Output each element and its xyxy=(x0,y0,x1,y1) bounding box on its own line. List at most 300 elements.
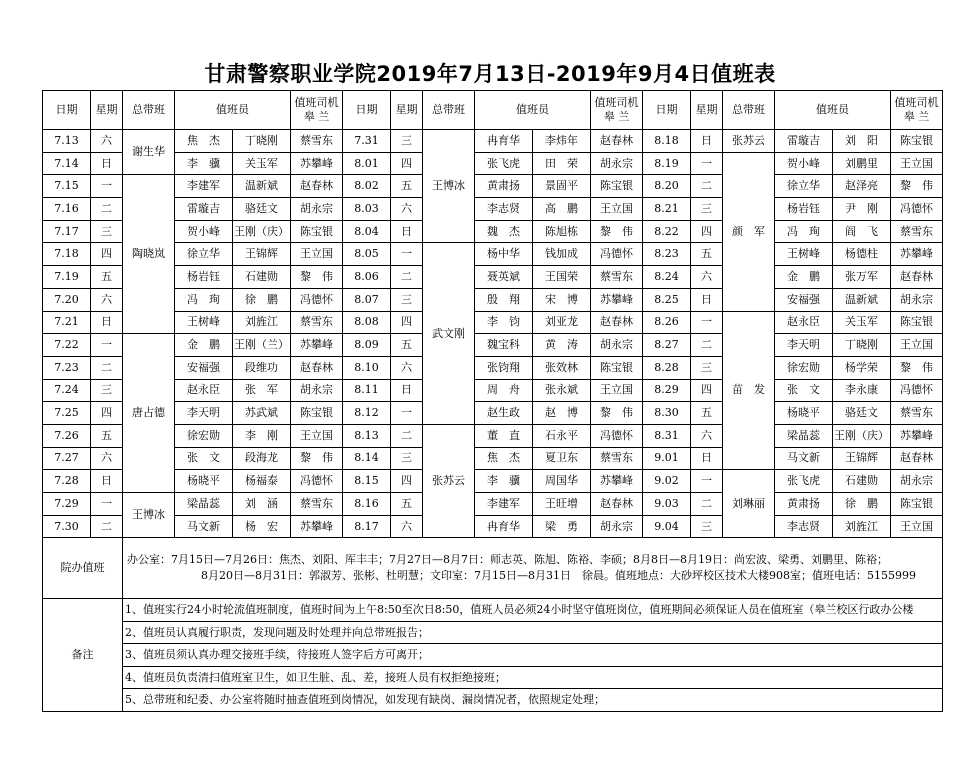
weekday-cell: 一 xyxy=(391,402,423,425)
driver-cell: 陈宝银 xyxy=(291,220,343,243)
weekday-cell: 一 xyxy=(91,493,123,516)
duty-staff-cell: 王树峰 xyxy=(175,311,233,334)
table-row xyxy=(43,424,943,447)
date-cell: 7.27 xyxy=(43,447,91,470)
date-cell: 7.25 xyxy=(43,402,91,425)
duty-staff-cell: 焦 杰 xyxy=(175,130,233,153)
driver-cell: 黎 伟 xyxy=(891,356,943,379)
column-header: 总带班 xyxy=(123,91,175,130)
date-cell: 7.31 xyxy=(343,130,391,153)
weekday-cell: 五 xyxy=(691,243,723,266)
duty-staff-cell: 马文新 xyxy=(175,515,233,538)
duty-staff-cell: 杨晓平 xyxy=(175,470,233,493)
date-cell: 8.28 xyxy=(643,356,691,379)
duty-staff-cell: 徐立华 xyxy=(175,243,233,266)
weekday-cell: 二 xyxy=(91,515,123,538)
driver-cell: 王立国 xyxy=(291,424,343,447)
duty-staff-cell: 李 钧 xyxy=(475,311,533,334)
column-header: 日期 xyxy=(343,91,391,130)
duty-staff-cell: 夏卫东 xyxy=(533,447,591,470)
duty-staff-cell: 高 鹏 xyxy=(533,198,591,221)
duty-staff-cell: 尹 刚 xyxy=(833,198,891,221)
table-row xyxy=(43,266,943,289)
date-cell: 8.02 xyxy=(343,175,391,198)
duty-staff-cell: 张飞虎 xyxy=(775,470,833,493)
duty-staff-cell: 杨岩钰 xyxy=(775,198,833,221)
driver-cell: 胡永宗 xyxy=(591,515,643,538)
weekday-cell: 六 xyxy=(91,447,123,470)
weekday-cell: 四 xyxy=(91,402,123,425)
weekday-cell: 四 xyxy=(391,311,423,334)
date-cell: 7.23 xyxy=(43,356,91,379)
column-header: 值班员 xyxy=(475,91,591,130)
date-cell: 8.10 xyxy=(343,356,391,379)
duty-staff-cell: 徐宏勋 xyxy=(175,424,233,447)
leader-cell: 刘琳丽 xyxy=(723,470,775,538)
column-header: 星期 xyxy=(91,91,123,130)
date-cell: 8.18 xyxy=(643,130,691,153)
driver-cell: 陈宝银 xyxy=(891,130,943,153)
date-cell: 7.19 xyxy=(43,266,91,289)
driver-cell: 王立国 xyxy=(291,243,343,266)
weekday-cell: 一 xyxy=(91,334,123,357)
duty-staff-cell: 王刚（庆） xyxy=(233,220,291,243)
duty-staff-cell: 安福强 xyxy=(175,356,233,379)
duty-staff-cell: 冯 珣 xyxy=(175,288,233,311)
weekday-cell: 二 xyxy=(691,493,723,516)
driver-cell: 赵春林 xyxy=(891,266,943,289)
duty-staff-cell: 杨学荣 xyxy=(833,356,891,379)
date-cell: 8.12 xyxy=(343,402,391,425)
leader-cell: 武文刚 xyxy=(423,243,475,425)
weekday-cell: 四 xyxy=(391,470,423,493)
driver-cell: 冯德怀 xyxy=(291,288,343,311)
duty-staff-cell: 李天明 xyxy=(775,334,833,357)
driver-cell: 陈宝银 xyxy=(591,356,643,379)
column-header: 日期 xyxy=(643,91,691,130)
driver-cell: 王立国 xyxy=(891,515,943,538)
duty-staff-cell: 丁晓刚 xyxy=(233,130,291,153)
weekday-cell: 二 xyxy=(691,334,723,357)
date-cell: 8.31 xyxy=(643,424,691,447)
duty-staff-cell: 金 鹏 xyxy=(775,266,833,289)
driver-cell: 赵春林 xyxy=(591,311,643,334)
date-cell: 8.14 xyxy=(343,447,391,470)
duty-staff-cell: 雷璇吉 xyxy=(775,130,833,153)
duty-staff-cell: 聂英斌 xyxy=(475,266,533,289)
date-cell: 8.03 xyxy=(343,198,391,221)
date-cell: 7.18 xyxy=(43,243,91,266)
note-row xyxy=(43,599,943,622)
duty-staff-cell: 李志贤 xyxy=(475,198,533,221)
office-duty-label: 院办值班 xyxy=(43,538,123,599)
table-row xyxy=(43,379,943,402)
leader-cell: 王博冰 xyxy=(423,130,475,243)
duty-staff-cell: 刘亚龙 xyxy=(533,311,591,334)
weekday-cell: 六 xyxy=(391,198,423,221)
date-cell: 7.14 xyxy=(43,152,91,175)
driver-cell: 黎 伟 xyxy=(591,220,643,243)
duty-staff-cell: 温新斌 xyxy=(233,175,291,198)
date-cell: 7.20 xyxy=(43,288,91,311)
duty-staff-cell: 王刚（庆） xyxy=(833,424,891,447)
date-cell: 8.27 xyxy=(643,334,691,357)
driver-cell: 苏攀峰 xyxy=(891,243,943,266)
duty-staff-cell: 张 军 xyxy=(233,379,291,402)
weekday-cell: 日 xyxy=(391,220,423,243)
driver-cell: 蔡雪东 xyxy=(291,311,343,334)
note-text: 4、值班员负责清扫值班室卫生，如卫生脏、乱、差，接班人员有权拒绝接班； xyxy=(123,666,943,689)
column-header: 值班司机 皋 兰 xyxy=(891,91,943,130)
table-row xyxy=(43,356,943,379)
weekday-cell: 日 xyxy=(691,288,723,311)
weekday-cell: 一 xyxy=(691,470,723,493)
driver-cell: 胡永宗 xyxy=(291,379,343,402)
date-cell: 8.29 xyxy=(643,379,691,402)
date-cell: 8.13 xyxy=(343,424,391,447)
date-cell: 8.05 xyxy=(343,243,391,266)
leader-cell: 苗 发 xyxy=(723,311,775,470)
driver-cell: 胡永宗 xyxy=(591,152,643,175)
duty-staff-cell: 丁晓刚 xyxy=(833,334,891,357)
duty-staff-cell: 梁晶蕊 xyxy=(775,424,833,447)
date-cell: 7.16 xyxy=(43,198,91,221)
office-duty-text xyxy=(123,538,943,599)
table-row xyxy=(43,311,943,334)
duty-staff-cell: 张钧翔 xyxy=(475,356,533,379)
duty-staff-cell: 王树峰 xyxy=(775,243,833,266)
driver-cell: 冯德怀 xyxy=(591,424,643,447)
date-cell: 8.16 xyxy=(343,493,391,516)
driver-cell: 王立国 xyxy=(891,334,943,357)
duty-staff-cell: 贺小峰 xyxy=(175,220,233,243)
weekday-cell: 五 xyxy=(391,334,423,357)
weekday-cell: 五 xyxy=(91,266,123,289)
date-cell: 9.02 xyxy=(643,470,691,493)
weekday-cell: 三 xyxy=(691,515,723,538)
duty-staff-cell: 赵永臣 xyxy=(175,379,233,402)
duty-staff-cell: 李志贤 xyxy=(775,515,833,538)
driver-cell: 冯德怀 xyxy=(591,243,643,266)
column-header: 星期 xyxy=(391,91,423,130)
duty-staff-cell: 关玉军 xyxy=(233,152,291,175)
date-cell: 8.15 xyxy=(343,470,391,493)
duty-staff-cell: 李建军 xyxy=(475,493,533,516)
date-cell: 8.08 xyxy=(343,311,391,334)
duty-staff-cell: 李天明 xyxy=(175,402,233,425)
driver-cell: 赵春林 xyxy=(891,447,943,470)
duty-staff-cell: 赵泽亮 xyxy=(833,175,891,198)
duty-staff-cell: 段维功 xyxy=(233,356,291,379)
duty-staff-cell: 王锦辉 xyxy=(233,243,291,266)
duty-staff-cell: 杨德柱 xyxy=(833,243,891,266)
duty-staff-cell: 李 骥 xyxy=(175,152,233,175)
duty-staff-cell: 王锦辉 xyxy=(833,447,891,470)
date-cell: 8.20 xyxy=(643,175,691,198)
driver-cell: 赵春林 xyxy=(591,130,643,153)
table-row xyxy=(43,402,943,425)
weekday-cell: 日 xyxy=(691,447,723,470)
weekday-cell: 五 xyxy=(691,402,723,425)
column-header: 星期 xyxy=(691,91,723,130)
weekday-cell: 日 xyxy=(391,379,423,402)
duty-staff-cell: 殷 翔 xyxy=(475,288,533,311)
date-cell: 7.13 xyxy=(43,130,91,153)
note-row xyxy=(43,644,943,667)
table-row xyxy=(43,515,943,538)
leader-cell: 谢生华 xyxy=(123,130,175,175)
driver-cell: 黎 伟 xyxy=(291,447,343,470)
duty-staff-cell: 关玉军 xyxy=(833,311,891,334)
table-row xyxy=(43,470,943,493)
duty-staff-cell: 徐 鹏 xyxy=(233,288,291,311)
duty-staff-cell: 王刚（兰） xyxy=(233,334,291,357)
duty-staff-cell: 赵永臣 xyxy=(775,311,833,334)
duty-staff-cell: 田 荣 xyxy=(533,152,591,175)
date-cell: 8.09 xyxy=(343,334,391,357)
date-cell: 9.03 xyxy=(643,493,691,516)
driver-cell: 黎 伟 xyxy=(291,266,343,289)
table-row xyxy=(43,288,943,311)
note-row xyxy=(43,621,943,644)
date-cell: 8.22 xyxy=(643,220,691,243)
driver-cell: 陈宝银 xyxy=(891,311,943,334)
leader-cell: 张苏云 xyxy=(723,130,775,153)
weekday-cell: 六 xyxy=(391,515,423,538)
weekday-cell: 三 xyxy=(91,220,123,243)
table-row xyxy=(43,447,943,470)
duty-staff-cell: 张万军 xyxy=(833,266,891,289)
duty-staff-cell: 钱加成 xyxy=(533,243,591,266)
driver-cell: 苏攀峰 xyxy=(591,288,643,311)
duty-staff-cell: 李建军 xyxy=(175,175,233,198)
column-header: 总带班 xyxy=(723,91,775,130)
duty-staff-cell: 刘旌江 xyxy=(233,311,291,334)
duty-staff-cell: 雷璇吉 xyxy=(175,198,233,221)
weekday-cell: 五 xyxy=(391,493,423,516)
date-cell: 8.19 xyxy=(643,152,691,175)
weekday-cell: 二 xyxy=(691,175,723,198)
date-cell: 8.26 xyxy=(643,311,691,334)
table-row xyxy=(43,130,943,153)
date-cell: 7.22 xyxy=(43,334,91,357)
duty-staff-cell: 黄 涛 xyxy=(533,334,591,357)
date-cell: 7.29 xyxy=(43,493,91,516)
driver-cell: 赵春林 xyxy=(291,175,343,198)
duty-roster-table xyxy=(42,90,943,712)
office-duty-line: 8月20日—8月31日：郭淑芳、张彬、杜明慧；文印室：7月15日—8月31日 徐晨。值班地点：大砂坪校区技术大楼908室；值班电话：5155999 xyxy=(201,569,916,583)
column-header: 总带班 xyxy=(423,91,475,130)
note-row xyxy=(43,666,943,689)
weekday-cell: 五 xyxy=(391,175,423,198)
driver-cell: 冯德怀 xyxy=(891,198,943,221)
duty-staff-cell: 张效林 xyxy=(533,356,591,379)
header-row xyxy=(43,91,943,130)
duty-staff-cell: 王旺增 xyxy=(533,493,591,516)
duty-staff-cell: 徐 鹏 xyxy=(833,493,891,516)
driver-cell: 蔡雪东 xyxy=(891,220,943,243)
weekday-cell: 三 xyxy=(691,198,723,221)
notes-label: 备注 xyxy=(43,599,123,712)
driver-cell: 蔡雪东 xyxy=(891,402,943,425)
column-header: 值班司机 皋 兰 xyxy=(291,91,343,130)
driver-cell: 黎 伟 xyxy=(591,402,643,425)
duty-staff-cell: 安福强 xyxy=(775,288,833,311)
date-cell: 7.15 xyxy=(43,175,91,198)
duty-staff-cell: 李炜年 xyxy=(533,130,591,153)
driver-cell: 苏攀峰 xyxy=(291,152,343,175)
leader-cell: 颜 军 xyxy=(723,152,775,311)
weekday-cell: 二 xyxy=(391,266,423,289)
leader-cell: 陶晓岚 xyxy=(123,175,175,334)
column-header: 值班员 xyxy=(175,91,291,130)
driver-cell: 胡永宗 xyxy=(291,198,343,221)
date-cell: 8.11 xyxy=(343,379,391,402)
weekday-cell: 四 xyxy=(391,152,423,175)
driver-cell: 苏攀峰 xyxy=(291,515,343,538)
note-text: 2、值班员认真履行职责，发现问题及时处理并向总带班报告； xyxy=(123,621,943,644)
weekday-cell: 五 xyxy=(91,424,123,447)
duty-staff-cell: 焦 杰 xyxy=(475,447,533,470)
column-header: 值班司机 皋 兰 xyxy=(591,91,643,130)
driver-cell: 王立国 xyxy=(591,379,643,402)
duty-staff-cell: 骆廷文 xyxy=(233,198,291,221)
duty-staff-cell: 徐立华 xyxy=(775,175,833,198)
duty-staff-cell: 李 骥 xyxy=(475,470,533,493)
duty-staff-cell: 宋 博 xyxy=(533,288,591,311)
weekday-cell: 六 xyxy=(91,130,123,153)
driver-cell: 冯德怀 xyxy=(891,379,943,402)
duty-staff-cell: 杨中华 xyxy=(475,243,533,266)
duty-staff-cell: 刘 涵 xyxy=(233,493,291,516)
weekday-cell: 二 xyxy=(391,424,423,447)
weekday-cell: 四 xyxy=(691,220,723,243)
duty-staff-cell: 杨福泰 xyxy=(233,470,291,493)
duty-staff-cell: 徐宏勋 xyxy=(775,356,833,379)
weekday-cell: 二 xyxy=(91,356,123,379)
driver-cell: 王立国 xyxy=(891,152,943,175)
duty-staff-cell: 赵 博 xyxy=(533,402,591,425)
driver-cell: 胡永宗 xyxy=(891,470,943,493)
date-cell: 8.17 xyxy=(343,515,391,538)
duty-staff-cell: 马文新 xyxy=(775,447,833,470)
duty-staff-cell: 杨 宏 xyxy=(233,515,291,538)
duty-staff-cell: 魏宝科 xyxy=(475,334,533,357)
duty-staff-cell: 杨岩钰 xyxy=(175,266,233,289)
date-cell: 7.24 xyxy=(43,379,91,402)
weekday-cell: 三 xyxy=(691,356,723,379)
date-cell: 8.23 xyxy=(643,243,691,266)
weekday-cell: 二 xyxy=(91,198,123,221)
driver-cell: 陈宝银 xyxy=(291,402,343,425)
date-cell: 7.26 xyxy=(43,424,91,447)
driver-cell: 苏攀峰 xyxy=(291,334,343,357)
duty-staff-cell: 李 刚 xyxy=(233,424,291,447)
duty-staff-cell: 魏 杰 xyxy=(475,220,533,243)
weekday-cell: 三 xyxy=(91,379,123,402)
duty-staff-cell: 刘 阳 xyxy=(833,130,891,153)
duty-staff-cell: 金 鹏 xyxy=(175,334,233,357)
weekday-cell: 日 xyxy=(91,152,123,175)
duty-staff-cell: 董 直 xyxy=(475,424,533,447)
duty-staff-cell: 梁 勇 xyxy=(533,515,591,538)
weekday-cell: 三 xyxy=(391,288,423,311)
duty-staff-cell: 刘鹏里 xyxy=(833,152,891,175)
weekday-cell: 六 xyxy=(691,266,723,289)
driver-cell: 胡永宗 xyxy=(591,334,643,357)
duty-staff-cell: 冉育华 xyxy=(475,130,533,153)
duty-staff-cell: 温新斌 xyxy=(833,288,891,311)
date-cell: 8.04 xyxy=(343,220,391,243)
date-cell: 8.21 xyxy=(643,198,691,221)
driver-cell: 王立国 xyxy=(591,198,643,221)
duty-staff-cell: 石建勋 xyxy=(833,470,891,493)
weekday-cell: 日 xyxy=(91,311,123,334)
note-text: 1、值班实行24小时轮流值班制度，值班时间为上午8:50至次日8:50，值班人员必须24小时坚守值班岗位，值班期间必须保证人员在值班室（皋兰校区行政办公楼 xyxy=(123,599,943,622)
leader-cell: 唐占德 xyxy=(123,334,175,493)
driver-cell: 赵春林 xyxy=(291,356,343,379)
weekday-cell: 四 xyxy=(91,243,123,266)
weekday-cell: 三 xyxy=(391,447,423,470)
column-header: 值班员 xyxy=(775,91,891,130)
date-cell: 8.30 xyxy=(643,402,691,425)
duty-staff-cell: 周 舟 xyxy=(475,379,533,402)
driver-cell: 蔡雪东 xyxy=(591,266,643,289)
note-text: 5、总带班和纪委、办公室将随时抽查值班到岗情况，如发现有缺岗、漏岗情况者，依照规定处理； xyxy=(123,689,943,712)
duty-staff-cell: 苏武斌 xyxy=(233,402,291,425)
driver-cell: 蔡雪东 xyxy=(291,493,343,516)
leader-cell: 张苏云 xyxy=(423,424,475,537)
date-cell: 7.30 xyxy=(43,515,91,538)
table-row xyxy=(43,334,943,357)
table-row xyxy=(43,243,943,266)
weekday-cell: 六 xyxy=(691,424,723,447)
duty-staff-cell: 冉育华 xyxy=(475,515,533,538)
duty-staff-cell: 黄肃扬 xyxy=(475,175,533,198)
table-row xyxy=(43,198,943,221)
column-header: 日期 xyxy=(43,91,91,130)
weekday-cell: 一 xyxy=(691,152,723,175)
duty-staff-cell: 陈旭栋 xyxy=(533,220,591,243)
table-row xyxy=(43,175,943,198)
weekday-cell: 一 xyxy=(91,175,123,198)
driver-cell: 胡永宗 xyxy=(891,288,943,311)
page-title: 甘肃警察职业学院2019年7月13日-2019年9月4日值班表 xyxy=(204,62,776,86)
duty-staff-cell: 李永康 xyxy=(833,379,891,402)
date-cell: 7.17 xyxy=(43,220,91,243)
driver-cell: 陈宝银 xyxy=(891,493,943,516)
duty-staff-cell: 张 文 xyxy=(175,447,233,470)
office-duty-row xyxy=(43,538,943,599)
date-cell: 7.21 xyxy=(43,311,91,334)
duty-staff-cell: 骆廷文 xyxy=(833,402,891,425)
date-cell: 7.28 xyxy=(43,470,91,493)
duty-staff-cell: 梁晶蕊 xyxy=(175,493,233,516)
duty-staff-cell: 阎 飞 xyxy=(833,220,891,243)
note-row xyxy=(43,689,943,712)
table-row xyxy=(43,220,943,243)
driver-cell: 蔡雪东 xyxy=(591,447,643,470)
duty-staff-cell: 石永平 xyxy=(533,424,591,447)
note-text: 3、值班员须认真办理交接班手续，待接班人签字后方可离开； xyxy=(123,644,943,667)
date-cell: 9.01 xyxy=(643,447,691,470)
date-cell: 8.25 xyxy=(643,288,691,311)
duty-staff-cell: 王国荣 xyxy=(533,266,591,289)
driver-cell: 苏攀峰 xyxy=(591,470,643,493)
duty-staff-cell: 赵生政 xyxy=(475,402,533,425)
duty-staff-cell: 黄肃扬 xyxy=(775,493,833,516)
date-cell: 9.04 xyxy=(643,515,691,538)
